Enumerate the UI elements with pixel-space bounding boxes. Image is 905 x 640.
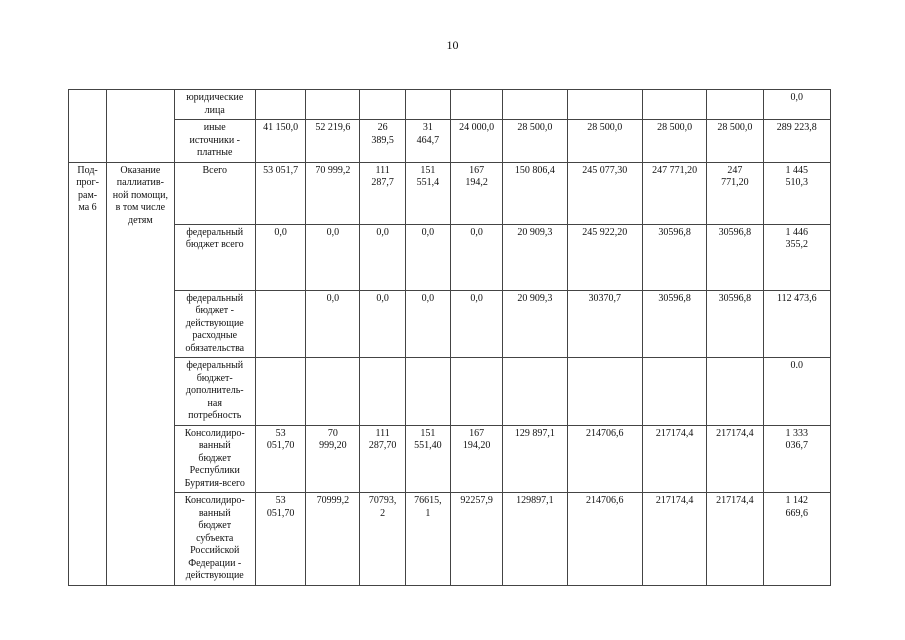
value-cell: 112 473,6 [763, 290, 830, 358]
value-cell: 111 287,70 [360, 425, 405, 493]
table-row [69, 224, 831, 290]
budget-table-body [69, 90, 831, 586]
value-cell: 247 771,20 [707, 162, 763, 224]
value-cell: 167 194,20 [450, 425, 502, 493]
funding-source-cell: юридические лица [174, 90, 255, 120]
value-cell [450, 358, 502, 426]
value-cell [255, 290, 305, 358]
value-cell [405, 90, 450, 120]
value-cell: 0,0 [405, 224, 450, 290]
page-number: 10 [446, 38, 459, 52]
value-cell: 151 551,4 [405, 162, 450, 224]
value-cell [450, 90, 502, 120]
value-cell: 0,0 [255, 224, 305, 290]
value-cell: 0,0 [360, 290, 405, 358]
value-cell: 0,0 [306, 290, 360, 358]
value-cell: 0,0 [306, 224, 360, 290]
value-cell: 167 194,2 [450, 162, 502, 224]
value-cell [707, 90, 763, 120]
value-cell: 52 219,6 [306, 120, 360, 163]
value-cell: 24 000,0 [450, 120, 502, 163]
value-cell: 289 223,8 [763, 120, 830, 163]
table-row [69, 120, 831, 163]
value-cell [707, 358, 763, 426]
value-cell: 20 909,3 [503, 224, 567, 290]
value-cell: 111 287,7 [360, 162, 405, 224]
value-cell: 129 897,1 [503, 425, 567, 493]
table-row [69, 358, 831, 426]
value-cell: 70999,2 [306, 493, 360, 586]
value-cell: 28 500,0 [642, 120, 706, 163]
budget-table [68, 89, 831, 586]
value-cell: 0,0 [763, 90, 830, 120]
program-code-cell-prev [69, 90, 107, 163]
value-cell: 28 500,0 [707, 120, 763, 163]
value-cell [255, 90, 305, 120]
value-cell: 30596,8 [642, 290, 706, 358]
table-row [69, 90, 831, 120]
value-cell [567, 358, 642, 426]
value-cell: 31 464,7 [405, 120, 450, 163]
value-cell: 53 051,7 [255, 162, 305, 224]
value-cell: 0.0 [763, 358, 830, 426]
program-name-cell: Оказание паллиатив- ной помощи, в том числе детям [107, 162, 174, 585]
value-cell: 247 771,20 [642, 162, 706, 224]
value-cell: 217174,4 [707, 493, 763, 586]
value-cell: 28 500,0 [503, 120, 567, 163]
value-cell: 129897,1 [503, 493, 567, 586]
funding-source-cell: Всего [174, 162, 255, 224]
value-cell: 245 922,20 [567, 224, 642, 290]
value-cell [503, 358, 567, 426]
funding-source-cell: Консолидиро- ванный бюджет субъекта Российской Федерации - действующие [174, 493, 255, 586]
value-cell: 0,0 [450, 290, 502, 358]
value-cell [306, 358, 360, 426]
value-cell [255, 358, 305, 426]
table-row [69, 162, 831, 224]
funding-source-cell: федеральный бюджет- дополнитель- ная потребность [174, 358, 255, 426]
value-cell: 53 051,70 [255, 425, 305, 493]
value-cell: 70 999,2 [306, 162, 360, 224]
table-row [69, 425, 831, 493]
value-cell [503, 90, 567, 120]
value-cell: 20 909,3 [503, 290, 567, 358]
program-code-cell: Под- прог- рам- ма 6 [69, 162, 107, 585]
funding-source-cell: иные источники - платные [174, 120, 255, 163]
value-cell: 30596,8 [707, 224, 763, 290]
value-cell [306, 90, 360, 120]
value-cell [360, 90, 405, 120]
value-cell: 217174,4 [642, 493, 706, 586]
value-cell [642, 90, 706, 120]
value-cell [642, 358, 706, 426]
value-cell: 217174,4 [707, 425, 763, 493]
value-cell: 30370,7 [567, 290, 642, 358]
funding-source-cell: Консолидиро- ванный бюджет Республики Бурятия-всего [174, 425, 255, 493]
value-cell: 53 051,70 [255, 493, 305, 586]
value-cell: 0,0 [360, 224, 405, 290]
value-cell: 30596,8 [707, 290, 763, 358]
value-cell: 151 551,40 [405, 425, 450, 493]
funding-source-cell: федеральный бюджет всего [174, 224, 255, 290]
value-cell: 30596,8 [642, 224, 706, 290]
value-cell: 1 333 036,7 [763, 425, 830, 493]
value-cell: 92257,9 [450, 493, 502, 586]
value-cell: 41 150,0 [255, 120, 305, 163]
funding-source-cell: федеральный бюджет - действующие расходные обязательства [174, 290, 255, 358]
table-row [69, 290, 831, 358]
table-row [69, 493, 831, 586]
value-cell: 70 999,20 [306, 425, 360, 493]
value-cell: 214706,6 [567, 493, 642, 586]
value-cell: 0,0 [405, 290, 450, 358]
value-cell: 217174,4 [642, 425, 706, 493]
value-cell [567, 90, 642, 120]
value-cell: 28 500,0 [567, 120, 642, 163]
program-name-cell-prev [107, 90, 174, 163]
value-cell: 245 077,30 [567, 162, 642, 224]
value-cell: 1 445 510,3 [763, 162, 830, 224]
value-cell: 1 446 355,2 [763, 224, 830, 290]
value-cell: 76615, 1 [405, 493, 450, 586]
value-cell [405, 358, 450, 426]
value-cell: 150 806,4 [503, 162, 567, 224]
value-cell: 0,0 [450, 224, 502, 290]
value-cell: 70793, 2 [360, 493, 405, 586]
value-cell: 1 142 669,6 [763, 493, 830, 586]
value-cell: 214706,6 [567, 425, 642, 493]
value-cell: 26 389,5 [360, 120, 405, 163]
value-cell [360, 358, 405, 426]
